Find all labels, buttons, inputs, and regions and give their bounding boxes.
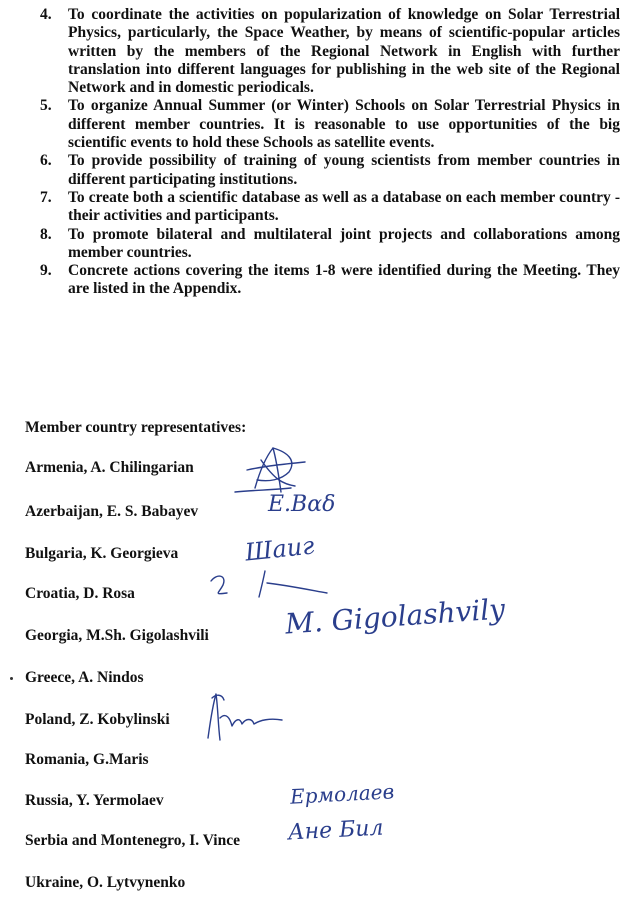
list-item (40, 262, 620, 299)
signature-croatia (205, 565, 335, 605)
list-item (40, 97, 620, 152)
representative-bulgaria: Bulgaria, K. Georgieva (25, 545, 179, 562)
list-item (40, 6, 620, 97)
representatives-heading: Member country representatives: (25, 419, 247, 436)
representative-russia: Russia, Y. Yermolaev (25, 792, 164, 809)
signature-armenia (225, 440, 315, 500)
item-text: To organize Annual Summer (or Winter) Schools on Solar Terrestrial Physics in different member countries. It is reasonable to use opportunities of the big scientific events to hold these Schools as satellite events. (68, 97, 620, 152)
item-number: 7. (40, 188, 52, 206)
representative-serbia-montenegro: Serbia and Montenegro, I. Vince (25, 832, 240, 849)
item-text: To provide possibility of training of young scientists from member countries in different participating institutions. (68, 152, 620, 188)
item-number: 4. (40, 6, 52, 23)
scan-speck (10, 677, 13, 680)
representative-azerbaijan: Azerbaijan, E. S. Babayev (25, 503, 199, 520)
representative-greece: Greece, A. Nindos (25, 669, 144, 686)
signature-georgia: M. Gigolashvily (284, 592, 507, 641)
item-number: 5. (40, 97, 52, 115)
representative-ukraine: Ukraine, O. Lytvynenko (25, 874, 186, 891)
signature-poland (200, 688, 290, 748)
item-text: To coordinate the activities on popularization of knowledge on Solar Terrestrial Physics, particularly, the Space Weather, by means of scientific-popular articles written by the members of the Regional Network in English with further translation into different languages for publishing in the web site of the Regional Network and in domestic periodicals. (68, 6, 620, 97)
list-item (40, 189, 620, 226)
numbered-list (40, 6, 620, 299)
signature-serbia: Ане Бил (287, 815, 385, 846)
item-number: 6. (40, 152, 52, 170)
item-text: To create both a scientific database as well as a database on each member country - their activities and participants. (68, 188, 620, 225)
list-item (40, 152, 620, 189)
item-number: 8. (40, 225, 52, 243)
item-text: Concrete actions covering the items 1-8 were identified during the Meeting. They are listed in the Appendix. (68, 262, 620, 298)
representative-romania: Romania, G.Maris (25, 751, 149, 768)
representative-poland: Poland, Z. Kobylinski (25, 711, 170, 728)
item-number: 9. (40, 262, 52, 280)
list-item (40, 226, 620, 263)
item-text: To promote bilateral and multilateral joint projects and collaborations among member countries. (68, 225, 620, 261)
representative-armenia: Armenia, A. Chilingarian (25, 459, 194, 476)
signature-azerbaijan: Ε.Βαδ (268, 492, 336, 517)
signature-russia: Ермолаев (289, 779, 395, 809)
representative-georgia: Georgia, M.Sh. Gigolashvili (25, 627, 209, 644)
signature-bulgaria: Шаиг (243, 531, 316, 567)
representative-croatia: Croatia, D. Rosa (25, 585, 135, 602)
